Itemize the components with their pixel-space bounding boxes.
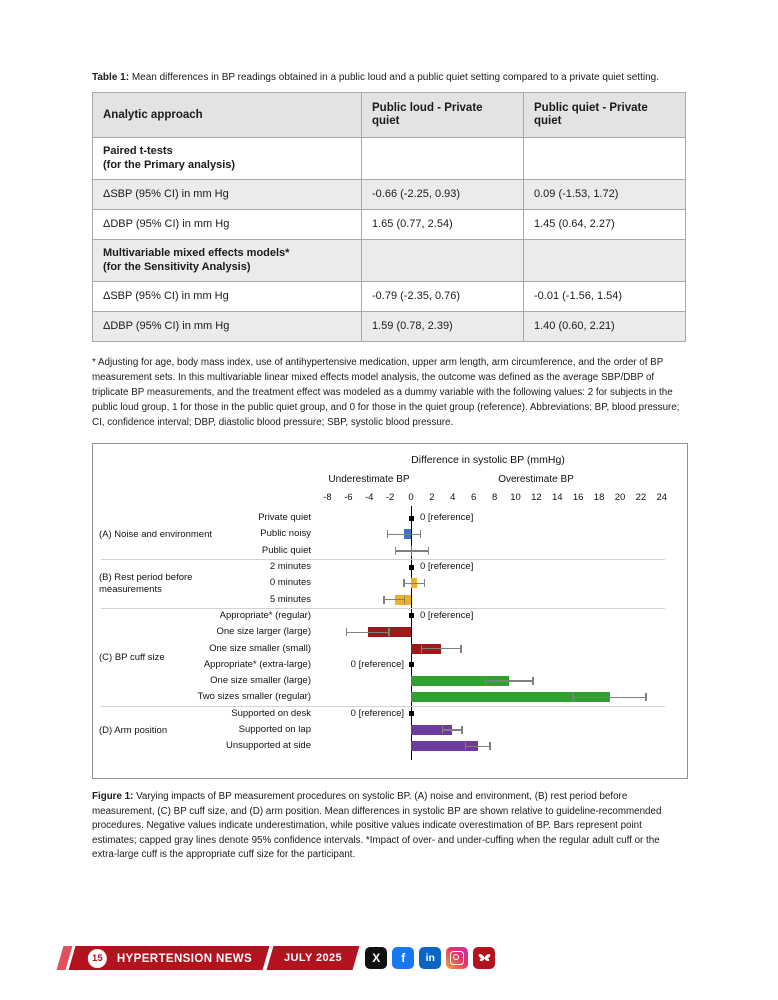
chart-category-label: Supported on lap [238,724,311,736]
empty-cell [524,240,686,282]
table-body [93,138,686,342]
x-icon[interactable]: X [365,947,387,969]
figure-caption-label: Figure 1: [92,791,134,802]
facebook-icon[interactable]: f [392,947,414,969]
reference-marker [409,565,414,570]
ci-line [465,746,490,748]
ci-cap-high [532,677,534,685]
chart-group-label: (C) BP cuff size [99,651,165,663]
ci-cap-low [387,530,389,538]
x-tick-label: 8 [491,492,498,503]
table-cell: 1.65 (0.77, 2.54) [362,210,524,240]
chart-group-label: (D) Arm position [99,725,168,737]
ci-cap-high [489,742,491,750]
chart-category-label: One size larger (large) [216,626,311,638]
table-cell: 1.40 (0.60, 2.21) [524,312,686,342]
reference-label: 0 [reference] [420,512,474,524]
chart-underestimate-label: Underestimate BP [328,474,410,485]
camera-glyph [450,951,464,965]
table-header-row [93,93,686,138]
empty-cell [524,138,686,180]
x-tick-label: 20 [614,492,626,503]
empty-cell [362,240,524,282]
table-cell: ΔSBP (95% CI) in mm Hg [93,282,362,312]
table-cell: -0.79 (-2.35, 0.76) [362,282,524,312]
ci-line [395,550,429,552]
x-tick-label: -8 [323,492,332,503]
chart-category-label: Supported on desk [231,707,311,719]
chart-category-label: Two sizes smaller (regular) [197,691,311,703]
x-tick-label: -6 [344,492,353,503]
table-cell: 0.09 (-1.53, 1.72) [524,180,686,210]
ci-cap-high [645,693,647,701]
ci-cap-low [383,596,385,604]
table-cell: ΔSBP (95% CI) in mm Hg [93,180,362,210]
ci-cap-high [424,579,426,587]
ci-cap-low [395,547,397,555]
instagram-icon[interactable] [446,947,468,969]
ci-cap-low [465,742,467,750]
reference-label: 0 [reference] [420,561,474,573]
footer-banner [60,946,356,970]
table-cell: ΔDBP (95% CI) in mm Hg [93,312,362,342]
x-tick-label: 24 [656,492,668,503]
reference-marker [409,613,414,618]
results-table [92,92,686,342]
newsletter-title: HYPERTENSION NEWS [117,952,253,964]
x-tick-label: -4 [364,492,374,503]
figure-caption [92,790,686,863]
x-tick-label: 4 [450,492,456,503]
table-cell: 1.45 (0.64, 2.27) [524,210,686,240]
group-separator [101,608,665,609]
column-header-public-quiet: Public quiet - Private quiet [524,93,686,138]
ci-cap-low [421,645,423,653]
table-row [93,138,686,180]
ci-line [485,680,533,682]
butterfly-glyph [477,951,492,966]
group-separator [101,559,665,560]
page-content [92,72,686,863]
reference-marker [409,662,414,667]
x-tick-label: 22 [635,492,647,503]
section-header-cell: Multivariable mixed effects models* (for the Sensitivity Analysis) [93,240,362,282]
ci-line [442,729,462,731]
page-number: 15 [86,947,109,970]
reference-label: 0 [reference] [350,658,404,670]
ci-cap-high [461,726,463,734]
chart-category-label: 5 minutes [269,593,311,605]
chart-category-label: Private quiet [258,512,311,524]
linkedin-icon[interactable]: in [419,947,441,969]
page-footer [60,945,495,971]
chart-category-label: Public quiet [261,544,311,556]
x-tick-label: 16 [572,492,584,503]
chart-title: Difference in systolic BP (mmHg) [411,454,565,466]
reference-label: 0 [reference] [420,609,474,621]
ci-cap-high [428,547,430,555]
table-caption [92,72,686,83]
table-caption-text: Mean differences in BP readings obtained in a public loud and a public quiet setting compared to a private quiet setting. [129,72,660,83]
x-tick-label: 12 [531,492,542,503]
ci-cap-low [572,693,574,701]
banner-date-segment [267,946,360,970]
chart-category-label: One size smaller (large) [210,675,311,687]
group-separator [101,706,665,707]
table-cell: -0.01 (-1.56, 1.54) [524,282,686,312]
reference-marker [409,711,414,716]
table-row [93,282,686,312]
ci-line [346,632,389,634]
ci-cap-high [388,628,390,636]
x-tick-label: 10 [510,492,521,503]
section-header-cell: Paired t-tests (for the Primary analysis) [93,138,362,180]
figure-caption-text: Varying impacts of BP measurement procedures on systolic BP. (A) noise and environment, (B) rest period before measurement, (C) BP cuff size, and (D) arm position. Mean differences in systolic BP are shown relative to guideline-recommended procedures. Negative values indicate underestimation, while positive values indicate overestimation of BP. Bars represent point estimates; capped gray lines denote 95% confidence intervals. *Impact of over- and under-cuffing when the regular adult cuff or the extra-large cuff is the appropriate cuff size for the participant. [92,791,662,860]
ci-cap-high [420,530,422,538]
ci-cap-low [485,677,487,685]
column-header-public-loud: Public loud - Private quiet [362,93,524,138]
chart-category-label: One size smaller (small) [209,642,311,654]
chart-group-label: (A) Noise and environment [99,529,212,541]
chart-category-label: Appropriate* (extra-large) [203,658,311,670]
ci-line [387,534,420,536]
empty-cell [362,138,524,180]
chart-overestimate-label: Overestimate BP [498,474,574,485]
reference-label: 0 [reference] [350,707,404,719]
table-row [93,180,686,210]
x-tick-label: 2 [429,492,435,503]
ci-cap-low [346,628,348,636]
ci-cap-high [404,596,406,604]
ci-cap-low [403,579,405,587]
banner-main-segment [69,946,270,970]
x-tick-label: 6 [471,492,477,503]
x-tick-label: -2 [385,492,395,503]
chart-category-label: Appropriate* (regular) [219,609,311,621]
ci-line [421,648,461,650]
table-cell: -0.66 (-2.25, 0.93) [362,180,524,210]
chart-group-label: (B) Rest period before measurements [99,572,193,595]
table-row [93,210,686,240]
x-tick-label: 14 [552,492,563,503]
chart-category-label: 0 minutes [269,577,311,589]
figure-1-chart [92,443,688,779]
ci-line [404,583,425,585]
table-caption-label: Table 1: [92,72,130,83]
table-cell: ΔDBP (95% CI) in mm Hg [93,210,362,240]
ci-line [384,599,405,601]
table-row [93,312,686,342]
social-icons [365,947,495,969]
issue-date: JULY 2025 [284,952,343,964]
table-row [93,240,686,282]
ci-line [573,697,646,699]
table-cell: 1.59 (0.78, 2.39) [362,312,524,342]
reference-marker [409,516,414,521]
chart-category-label: 2 minutes [269,561,311,573]
x-tick-label: 0 [408,492,414,503]
column-header-analytic-approach: Analytic approach [93,93,362,138]
bluesky-icon[interactable] [473,947,495,969]
ci-cap-low [442,726,444,734]
chart-category-label: Unsupported at side [225,740,311,752]
table-footnote: * Adjusting for age, body mass index, use of antihypertensive medication, upper arm length, arm circumference, and the order of BP measurement sets. In this multivariable linear mixed effects model analysis, the outcome was defined as the average SBP/DBP of triplicate BP measurements, and the treatment effect was modeled as a dummy variable with the following values: 2 for subjects in the public loud group, 1 for those in the public quiet group, and 0 for those in the quiet group (reference). Abbreviations: BP, blood pressure; CI, confidence interval; DBP, diastolic blood pressure; SBP, systolic blood pressure. [92,357,680,428]
chart-category-label: Public noisy [260,528,311,540]
x-tick-label: 18 [593,492,605,503]
ci-cap-high [460,645,462,653]
